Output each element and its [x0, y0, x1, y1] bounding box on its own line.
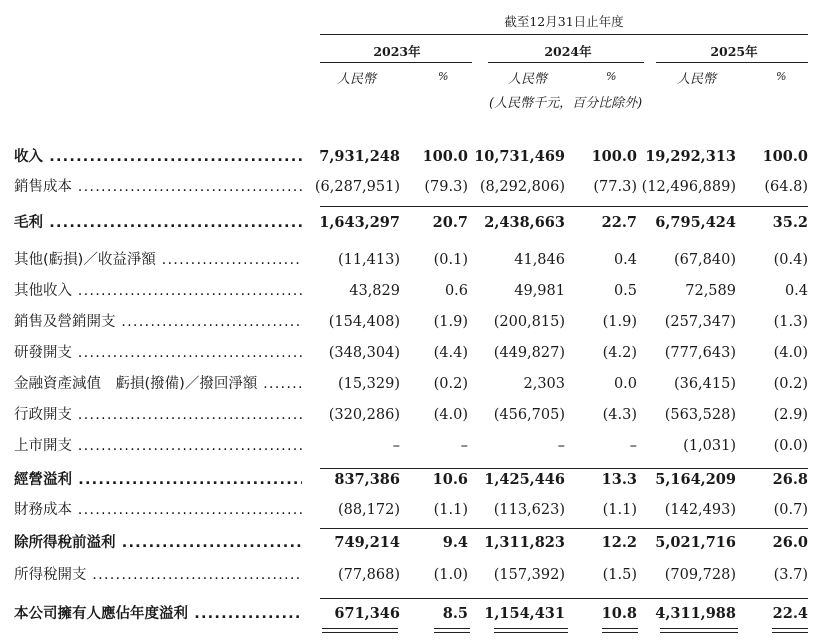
- cell-rmb-2024: 1,425,446: [484, 471, 565, 488]
- cell-rmb-2024: (200,815): [493, 314, 565, 330]
- cell-rmb-2023: 1,643,297: [319, 214, 400, 231]
- row-label: 除所得稅前溢利 .....: [14, 532, 302, 554]
- cell-pct-2025: 26.0: [772, 534, 808, 551]
- currency-label-2024: 人民幣: [508, 72, 548, 87]
- cell-rmb-2025: (709,728): [664, 567, 736, 583]
- table-row: [0, 603, 820, 625]
- cell-pct-2025: (1.3): [773, 314, 808, 330]
- cell-rmb-2025: (257,347): [664, 314, 736, 330]
- cell-pct-2024: 100.0: [591, 148, 637, 165]
- cell-rmb-2025: 72,589: [685, 283, 736, 299]
- cell-pct-2024: 0.4: [613, 252, 637, 268]
- row-label: 銷售成本 .....: [14, 176, 302, 198]
- table-row: [0, 469, 820, 491]
- row-label: 研發開支 .....: [14, 342, 302, 364]
- cell-rmb-2023: (77,868): [337, 567, 400, 583]
- year-rule-2024: [488, 62, 644, 63]
- cell-pct-2023: (1.0): [433, 567, 468, 583]
- cell-pct-2024: (4.3): [602, 407, 637, 423]
- cell-rmb-2024: 10,731,469: [474, 148, 565, 165]
- cell-pct-2025: 0.4: [784, 283, 808, 299]
- table-row: [0, 249, 820, 271]
- table-row: [0, 532, 820, 554]
- year-header-2024: 2024年: [544, 44, 592, 59]
- row-label: 金融資產減值 虧損(撥備)／撥回淨額 .....: [14, 373, 302, 395]
- cell-rmb-2023: (88,172): [337, 502, 400, 518]
- cell-pct-2023: 20.7: [432, 214, 468, 231]
- cell-rmb-2024: (456,705): [493, 407, 565, 423]
- cell-pct-2025: 100.0: [762, 148, 808, 165]
- cell-pct-2024: 0.5: [613, 283, 637, 299]
- row-label: 上市開支 .....: [14, 435, 302, 457]
- total-double-rule: [772, 628, 808, 633]
- cell-rmb-2024: –: [557, 438, 565, 454]
- year-rule-2023: [320, 62, 472, 63]
- cell-pct-2025: (2.9): [773, 407, 808, 423]
- row-label: 其他(虧損)／收益淨額 .....: [14, 249, 302, 271]
- cell-pct-2023: (0.1): [433, 252, 468, 268]
- cell-pct-2024: (1.9): [602, 314, 637, 330]
- table-row: [0, 342, 820, 364]
- cell-pct-2025: 26.8: [772, 471, 808, 488]
- cell-pct-2024: 22.7: [601, 214, 637, 231]
- year-header-2025: 2025年: [710, 44, 758, 59]
- row-label: 銷售及營銷開支 .....: [14, 311, 302, 333]
- cell-rmb-2024: 41,846: [514, 252, 565, 268]
- table-row: [0, 176, 820, 198]
- cell-pct-2024: 10.8: [601, 605, 637, 622]
- cell-pct-2023: (1.9): [433, 314, 468, 330]
- row-label: 其他收入 .....: [14, 280, 302, 302]
- table-row: [0, 311, 820, 333]
- cell-rmb-2023: (154,408): [328, 314, 400, 330]
- cell-rmb-2025: (67,840): [673, 252, 736, 268]
- cell-pct-2024: (4.2): [602, 345, 637, 361]
- cell-pct-2025: (3.7): [773, 567, 808, 583]
- period-header: 截至12月31日止年度: [504, 14, 624, 29]
- cell-pct-2024: (1.1): [602, 502, 637, 518]
- cell-rmb-2023: (15,329): [337, 376, 400, 392]
- table-row: [0, 373, 820, 395]
- cell-pct-2025: (4.0): [773, 345, 808, 361]
- row-label: 行政開支 .....: [14, 404, 302, 426]
- cell-pct-2025: (0.0): [773, 438, 808, 454]
- year-header-2023: 2023年: [373, 44, 421, 59]
- total-double-rule: [660, 628, 738, 633]
- cell-pct-2024: (1.5): [602, 567, 637, 583]
- header-rule: [320, 34, 808, 35]
- subtotal-rule-profit-before-tax: [320, 528, 808, 529]
- cell-rmb-2023: (320,286): [328, 407, 400, 423]
- cell-pct-2023: 100.0: [422, 148, 468, 165]
- cell-pct-2023: 10.6: [432, 471, 468, 488]
- cell-pct-2023: (1.1): [433, 502, 468, 518]
- cell-rmb-2025: (12,496,889): [641, 179, 736, 195]
- cell-pct-2025: (0.4): [773, 252, 808, 268]
- cell-pct-2025: (64.8): [764, 179, 808, 195]
- cell-pct-2023: (0.2): [433, 376, 468, 392]
- cell-pct-2023: –: [460, 438, 468, 454]
- cell-rmb-2025: 5,164,209: [655, 471, 736, 488]
- subtotal-rule-operating-profit: [320, 468, 808, 469]
- cell-rmb-2023: (6,287,951): [314, 179, 400, 195]
- total-double-rule: [602, 628, 638, 633]
- row-label: 本公司擁有人應佔年度溢利 .....: [14, 603, 302, 625]
- cell-pct-2023: (79.3): [424, 179, 468, 195]
- cell-rmb-2023: 837,386: [334, 471, 400, 488]
- cell-pct-2025: 35.2: [772, 214, 808, 231]
- cell-rmb-2024: (113,623): [493, 502, 565, 518]
- cell-rmb-2025: (777,643): [664, 345, 736, 361]
- cell-pct-2023: 8.5: [442, 605, 468, 622]
- cell-pct-2023: 0.6: [444, 283, 468, 299]
- table-row: [0, 404, 820, 426]
- row-label: 財務成本 .....: [14, 499, 302, 521]
- cell-pct-2025: 22.4: [772, 605, 808, 622]
- currency-label-2023: 人民幣: [337, 72, 377, 87]
- row-label: 所得稅開支 .....: [14, 564, 302, 586]
- row-label: 經營溢利 .....: [14, 469, 302, 491]
- cell-rmb-2023: 43,829: [349, 283, 400, 299]
- cell-rmb-2025: (563,528): [664, 407, 736, 423]
- cell-pct-2024: 13.3: [601, 471, 637, 488]
- cell-rmb-2024: (157,392): [493, 567, 565, 583]
- cell-rmb-2024: (449,827): [493, 345, 565, 361]
- cell-pct-2024: (77.3): [593, 179, 637, 195]
- cell-rmb-2023: –: [392, 438, 400, 454]
- cell-rmb-2023: 749,214: [334, 534, 400, 551]
- cell-rmb-2025: (36,415): [673, 376, 736, 392]
- year-rule-2025: [656, 62, 808, 63]
- total-double-rule: [494, 628, 568, 633]
- table-row: [0, 564, 820, 586]
- unit-note: (人民幣千元，百分比除外): [489, 96, 643, 111]
- row-label: 毛利 .....: [14, 212, 302, 234]
- cell-rmb-2025: 4,311,988: [655, 605, 736, 622]
- subtotal-rule-profit-for-year: [320, 598, 808, 599]
- table-row: [0, 435, 820, 457]
- cell-pct-2024: –: [629, 438, 637, 454]
- row-label: 收入 .....: [14, 146, 302, 168]
- cell-rmb-2023: 7,931,248: [319, 148, 400, 165]
- cell-rmb-2025: 19,292,313: [645, 148, 736, 165]
- pct-label-2024: %: [606, 70, 617, 83]
- total-double-rule: [322, 628, 398, 633]
- cell-pct-2024: 12.2: [601, 534, 637, 551]
- cell-rmb-2023: 671,346: [334, 605, 400, 622]
- table-row: [0, 212, 820, 234]
- table-row: [0, 280, 820, 302]
- table-row: [0, 146, 820, 168]
- cell-rmb-2023: (11,413): [337, 252, 400, 268]
- cell-rmb-2024: 49,981: [514, 283, 565, 299]
- total-double-rule: [434, 628, 470, 633]
- cell-rmb-2025: 5,021,716: [655, 534, 736, 551]
- cell-rmb-2024: 1,311,823: [484, 534, 565, 551]
- subtotal-rule-gross-profit: [320, 206, 808, 207]
- cell-rmb-2024: 2,438,663: [484, 214, 565, 231]
- cell-pct-2023: (4.0): [433, 407, 468, 423]
- cell-pct-2023: 9.4: [442, 534, 468, 551]
- cell-rmb-2025: 6,795,424: [655, 214, 736, 231]
- cell-rmb-2024: (8,292,806): [479, 179, 565, 195]
- table-row: [0, 499, 820, 521]
- pct-label-2025: %: [776, 70, 787, 83]
- pct-label-2023: %: [438, 70, 449, 83]
- cell-rmb-2023: (348,304): [328, 345, 400, 361]
- cell-pct-2023: (4.4): [433, 345, 468, 361]
- cell-pct-2025: (0.2): [773, 376, 808, 392]
- cell-pct-2025: (0.7): [773, 502, 808, 518]
- cell-rmb-2024: 1,154,431: [484, 605, 565, 622]
- cell-rmb-2025: (142,493): [664, 502, 736, 518]
- cell-pct-2024: 0.0: [613, 376, 637, 392]
- cell-rmb-2025: (1,031): [683, 438, 736, 454]
- cell-rmb-2024: 2,303: [523, 376, 565, 392]
- currency-label-2025: 人民幣: [677, 72, 717, 87]
